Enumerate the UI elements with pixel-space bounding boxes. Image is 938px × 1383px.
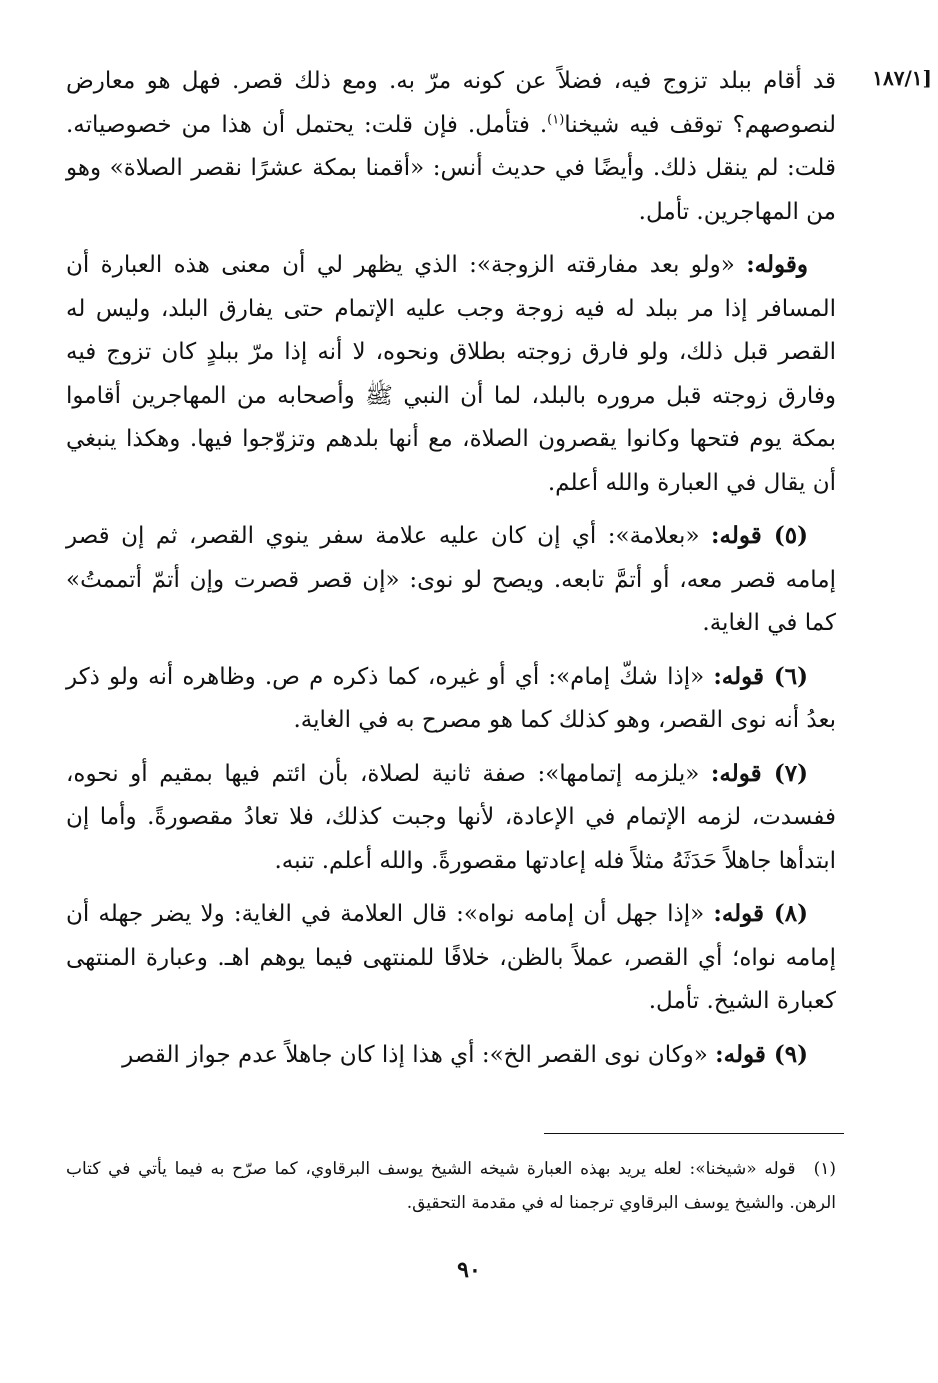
paragraph-6-text: «إذا جهل أن إمامه نواه»: قال العلامة في الغاية: ولا يضر جهله أن إمامه نواه؛ أي القصر، عملاً بالظن، خلافًا للمنتهى فيما يوهم اهـ. وعبارة المنتهى كعبارة الشيخ. تأمل. — [66, 901, 836, 1014]
paragraph-2-label: وقوله: — [746, 251, 808, 278]
paragraph-5-label: (٧) قوله: — [710, 759, 808, 787]
paragraph-4-text: «إذا شكّ إمام»: أي أو غيره، كما ذكره م ص. وظاهره أنه ولو ذكر بعدُ أنه نوى القصر، وهو كذلك كما هو مصرح به في الغاية. — [66, 663, 836, 733]
footnote-number: (١) — [813, 1159, 836, 1179]
footnote — [66, 1152, 836, 1220]
paragraph-1-text: قد أقام ببلد تزوج فيه، فضلاً عن كونه مرّ به. ومع ذلك قصر. فهل هو معارض لنصوصهم؟ توقف فيه شيخنا — [66, 68, 836, 138]
paragraph-6-label: (٨) قوله: — [713, 900, 808, 927]
footnote-divider — [544, 1133, 844, 1134]
main-text — [66, 60, 836, 1086]
footnote-reference[interactable]: (١) — [547, 111, 565, 127]
paragraph-2-text: «ولو بعد مفارقته الزوجة»: الذي يظهر لي أن معنى هذه العبارة أن المسافر إذا مر ببلد له فيه زوجة وجب عليه الإتمام حتى يفارق البلد، وليس له القصر قبل ذلك، ولو فارق زوجته بطلاق ونحوه، لا أنه إذا مرّ ببلدٍ كان تزوج فيه وفارق زوجته قبل مروره بالبلد، لما أن النبي ﷺ وأصحابه من المهاجرين أقاموا بمكة يوم فتحها وكانوا يقصرون الصلاة، مع أنها بلدهم وتزوّجوا فيها. وهكذا ينبغي أن يقال في العبارة والله أعلم. — [66, 252, 836, 496]
source-page-reference: [١٨٧/١ — [872, 66, 932, 90]
paragraph-7-text: «وكان نوى القصر الخ»: أي هذا إذا كان جاهلاً عدم جواز القصر — [122, 1041, 716, 1068]
paragraph-7-label: (٩) قوله: — [715, 1040, 808, 1068]
paragraph-2 — [66, 243, 836, 505]
paragraph-5 — [66, 752, 836, 884]
footnote-text: قوله «شيخنا»: لعله يريد بهذه العبارة شيخه الشيخ يوسف البرقاوي، كما صرّح به فيما يأتي في كتاب الرهن. والشيخ يوسف البرقاوي ترجمنا له في مقدمة التحقيق. — [66, 1159, 836, 1213]
page-number: ٩٠ — [457, 1257, 481, 1283]
paragraph-5-text: «يلزمه إتمامها»: صفة ثانية لصلاة، بأن ائتم فيها بمقيم أو نحوه، ففسدت، لزمه الإتمام في الإعادة، لأنها وجبت كذلك، فلا تعادُ مقصورةً. وأما إن ابتدأها جاهلاً حَدَثَهُ مثلاً فله إعادتها مقصورةً. والله أعلم. تنبه. — [66, 760, 836, 874]
paragraph-1 — [66, 60, 836, 234]
paragraph-3 — [66, 514, 836, 646]
paragraph-3-label: (٥) قوله: — [711, 522, 808, 549]
paragraph-3-text: «بعلامة»: أي إن كان عليه علامة سفر ينوي القصر، ثم إن قصر إمامه قصر معه، أو أتمَّ تابعه. ويصح لو نوى: «إن قصر قصرت وإن أتمّ أتممتُ» كما في الغاية. — [66, 523, 836, 636]
paragraph-6 — [66, 892, 836, 1024]
paragraph-1-text-continued: . فتأمل. فإن قلت: يحتمل أن هذا من خصوصياته. قلت: لم ينقل ذلك. وأيضًا في حديث أنس: «أقمنا بمكة عشرًا نقصر الصلاة» وهو من المهاجرين. تأمل. — [66, 111, 836, 225]
paragraph-4 — [66, 655, 836, 743]
paragraph-4-label: (٦) قوله: — [713, 662, 808, 690]
paragraph-7 — [66, 1033, 836, 1078]
